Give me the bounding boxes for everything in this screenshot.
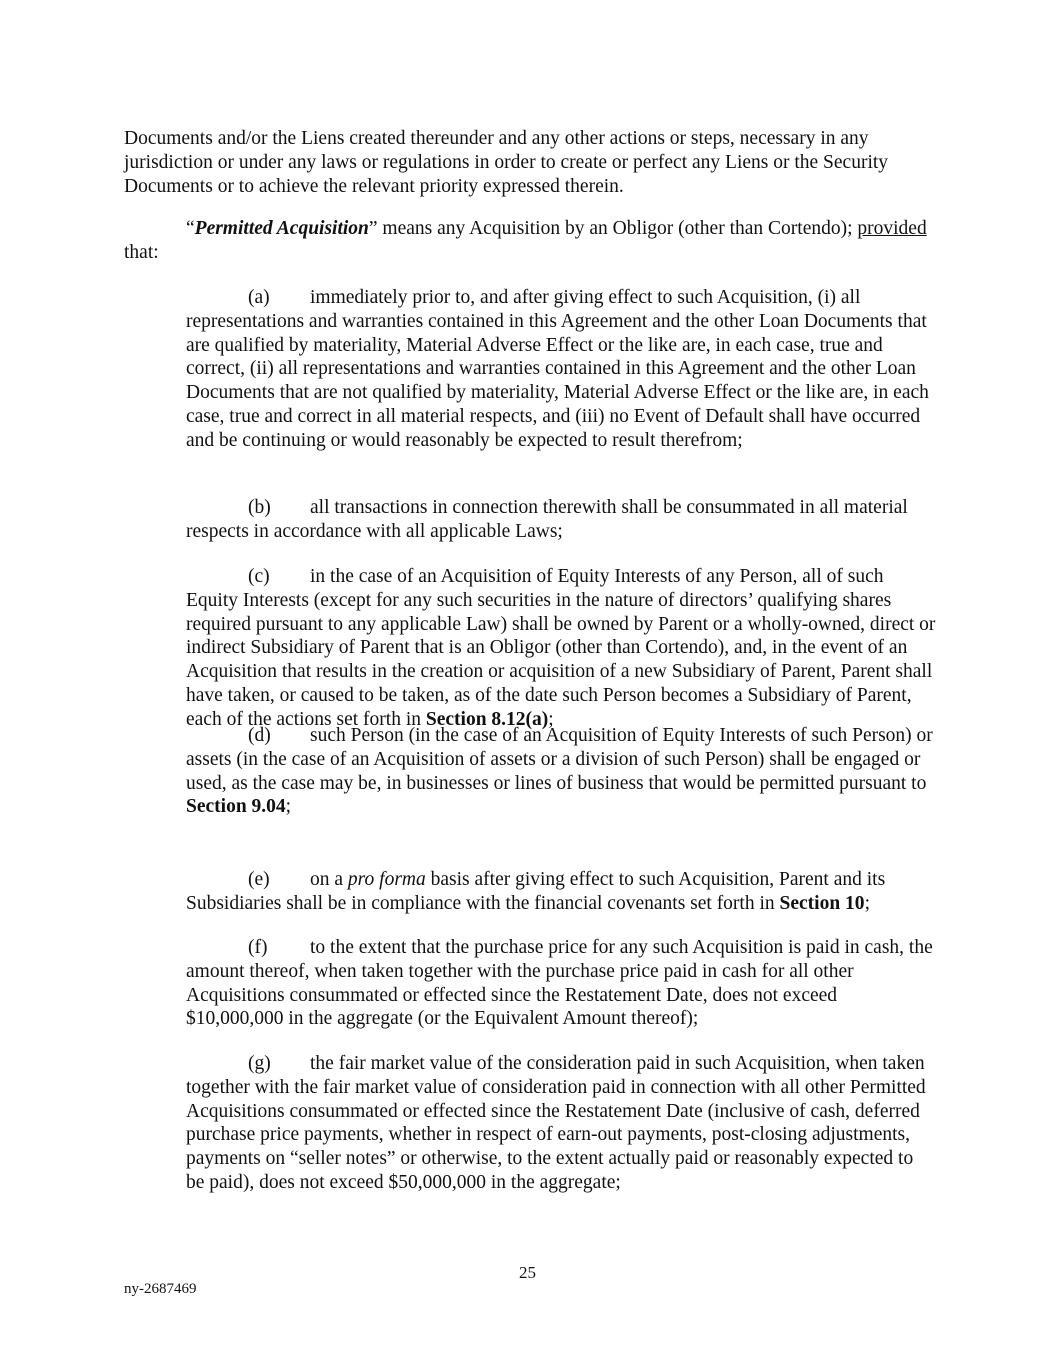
clause-e-label: (e) <box>248 869 270 890</box>
clause-f <box>186 936 936 1031</box>
clause-c <box>186 565 936 732</box>
provided-text: provided <box>857 218 927 239</box>
clause-e-text: basis after giving effect to such Acquisition, Parent and its Subsidiaries shall be in compliance with the financial covenants set forth in <box>186 869 886 914</box>
clause-e-pre: on a <box>310 869 348 890</box>
clause-b-label: (b) <box>248 497 271 518</box>
clause-f-label: (f) <box>248 937 268 958</box>
clause-a <box>186 286 936 453</box>
clause-a-label: (a) <box>248 287 270 308</box>
clause-c-label: (c) <box>248 566 270 587</box>
defined-term: Permitted Acquisition <box>194 218 369 239</box>
clause-d <box>186 724 936 819</box>
clause-e <box>186 868 936 916</box>
clause-g <box>186 1052 936 1195</box>
open-quote: “ <box>186 218 195 239</box>
clause-b <box>186 496 936 544</box>
document-id: ny-2687469 <box>124 1281 197 1297</box>
clause-c-text: in the case of an Acquisition of Equity Interests of any Person, all of such Equity Interests (except for any such securities in the nature of directors’ qualifying shares required pursuant to any applicable Law) shall be owned by Parent or a wholly-owned, direct or indirect Subsidiary of Parent that is an Obligor (other than Cortendo), and, in the event of an Acquisition that results in the creation or acquisition of a new Subsidiary of Parent, Parent shall have taken, or caused to be taken, as of the date such Person becomes a Subsidiary of Parent, each of the actions set forth in <box>186 566 936 730</box>
clause-d-end: ; <box>285 796 292 818</box>
clause-d-text: such Person (in the case of an Acquisition of Equity Interests of such Person) or assets (in the case of an Acquisition of assets or a division of such Person) shall be engaged or used, as the case may be, in businesses or lines of business that would be permitted pursuant to <box>186 725 933 794</box>
clause-d-section-ref: Section 9.04 <box>186 796 286 818</box>
definition-text: ” means any Acquisition by an Obligor (other than Cortendo); <box>368 218 858 239</box>
clause-e-end: ; <box>864 892 870 914</box>
clause-f-text: to the extent that the purchase price for any such Acquisition is paid in cash, the amount thereof, when taken together with the purchase price paid in cash for all other Acquisitions consummated or effected since the Restatement Date, does not exceed $10,000,000 in the aggregate (or the Equivalent Amount thereof); <box>186 937 933 1030</box>
clause-e-section-ref: Section 10 <box>779 892 865 914</box>
clause-c-end: ; <box>548 708 554 730</box>
intro-paragraph: Documents and/or the Liens created thereunder and any other actions or steps, necessary in any jurisdiction or under any laws or regulations in order to create or perfect any Liens or the Security Documents or to achieve the relevant priority expressed therein. <box>124 128 889 197</box>
definition-end: that: <box>124 241 159 263</box>
clause-d-label: (d) <box>248 725 271 746</box>
permitted-acquisition-definition <box>124 217 936 265</box>
clause-a-text: immediately prior to, and after giving effect to such Acquisition, (i) all representations and warranties contained in this Agreement and the other Loan Documents that are qualified by materiality, Material Adverse Effect or the like are, in each case, true and correct, (ii) all representations and warranties contained in this Agreement and the other Loan Documents that are not qualified by materiality, Material Adverse Effect or the like are, in each case, true and correct in all material respects, and (iii) no Event of Default shall have occurred and be continuing or would reasonably be expected to result therefrom; <box>186 287 929 451</box>
clause-b-text: all transactions in connection therewith shall be consummated in all material respects in accordance with all applicable Laws; <box>186 497 908 542</box>
page-number: 25 <box>519 1263 536 1282</box>
clause-e-italic: pro forma <box>347 869 426 890</box>
clause-g-text: the fair market value of the consideration paid in such Acquisition, when taken together with the fair market value of consideration paid in connection with all other Permitted Acquisitions consummated or effected since the Restatement Date (inclusive of cash, deferred purchase price payments, whether in respect of earn-out payments, post-closing adjustments, payments on “seller notes” or otherwise, to the extent actually paid or reasonably expected to be paid), does not exceed $50,000,000 in the aggregate; <box>186 1053 926 1193</box>
clause-g-label: (g) <box>248 1053 271 1074</box>
clause-c-section-ref: Section 8.12(a) <box>425 708 549 730</box>
